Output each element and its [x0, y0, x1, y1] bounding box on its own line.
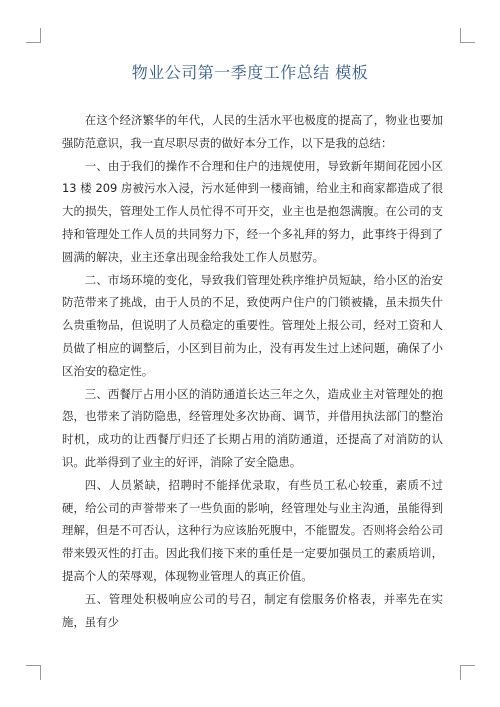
paragraph-4: 四、人员紧缺，招聘时不能择优录取，有些员工私心较重，素质不过硬，给公司的声誉带来了一些负面的影响，经管理处与业主沟通，虽能得到理解，但是不可否认，这种行为应该胎死腹中，不能盟发。否则将会给公司带来毁灭性的打击。因此我们接下来的重任是一定要加强员工的素质培训，提高个人的荣辱观，体现物业管理人的真正价值。 [62, 477, 443, 583]
document-body [62, 109, 443, 633]
paragraph-intro: 在这个经济繁华的年代，人民的生活水平也极度的提高了，物业也要加强防范意识，我一直尽职尽责的做好本分工作，以下是我的总结： [62, 113, 443, 150]
crop-mark-bottom-left [26, 665, 41, 680]
paragraph-3: 三、西餐厅占用小区的消防通道长达三年之久，造成业主对管理处的抱怨，也带来了消防隐患，经管理处多次协商、调节，并借用执法部门的整治时机，成功的让西餐厅归还了长期占用的消防通道，还提高了对消防的认识。此举得到了业主的好评，消除了安全隐患。 [62, 386, 443, 469]
crop-mark-top-left [26, 28, 41, 43]
crop-mark-top-right [460, 28, 475, 43]
crop-mark-bottom-right [460, 665, 475, 680]
paragraph-2: 二、市场环境的变化，导致我们管理处秩序维护员短缺，给小区的治安防范带来了挑战，由于人员的不足，致使两户住户的门锁被撬，虽未损失什么贵重物品，但说明了人员稳定的重要性。管理处上报公司，经对工资和人员做了相应的调整后，小区到目前为止，没有再发生过上述问题，确保了小区治安的稳定性。 [62, 272, 443, 378]
document-title: 物业公司第一季度工作总结 模板 [131, 63, 369, 82]
paragraph-5: 五、管理处积极响应公司的号召，制定有偿服务价格表，并率先在实施，虽有少 [62, 591, 443, 629]
paragraph-1: 一、由于我们的操作不合理和住户的违规使用，导致新年期间花园小区 13 楼 209 房被污水入浸，污水延伸到一楼商铺，给业主和商家都造成了很大的损失，管理处工作人员忙得不可开交，业主也是抱怨满腹。在公司的支持和管理处工作人员的共同努力下，经一个多礼拜的努力，此事终于得到了圆满的解决，业主还拿出现金给我处工作人员慰劳。 [62, 158, 443, 264]
